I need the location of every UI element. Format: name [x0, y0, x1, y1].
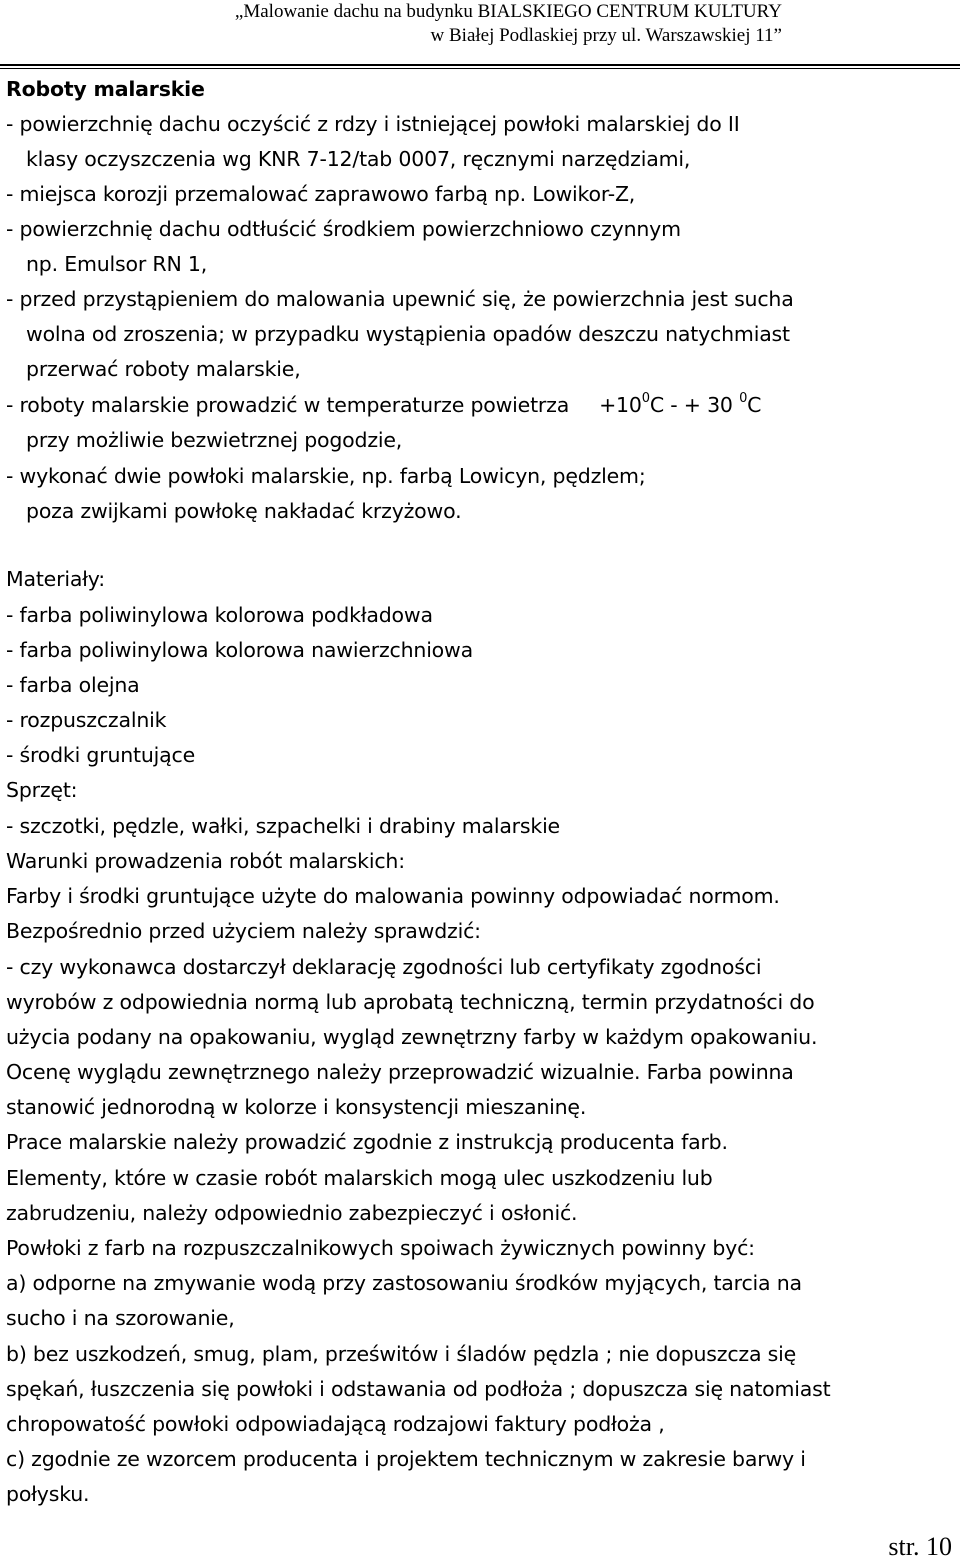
list-item: - szczotki, pędzle, wałki, szpachelki i drabiny malarskie: [6, 814, 560, 838]
list-item: klasy oczyszczenia wg KNR 7-12/tab 0007, ręcznymi narzędziami,: [26, 147, 691, 171]
temperature-unit: C: [747, 393, 762, 417]
materials-heading: Materiały:: [6, 567, 105, 591]
paragraph-line: połysku.: [6, 1482, 90, 1506]
degree-mark: 0: [739, 391, 748, 407]
header-line-2: w Białej Podlaskiej przy ul. Warszawskiej 11”: [430, 25, 782, 46]
list-item: - środki gruntujące: [6, 743, 196, 767]
list-item: - powierzchnię dachu oczyścić z rdzy i istniejącej powłoki malarskiej do II: [6, 112, 740, 136]
list-item: np. Emulsor RN 1,: [26, 252, 208, 276]
paragraph-line: użycia podany na opakowaniu, wygląd zewnętrzny farby w każdym opakowaniu.: [6, 1025, 818, 1049]
paragraph-line: Farby i środki gruntujące użyte do malowania powinny odpowiadać normom.: [6, 884, 780, 908]
paragraph-line: a) odporne na zmywanie wodą przy zastosowaniu środków myjących, tarcia na: [6, 1271, 802, 1295]
paragraph-line: Elementy, które w czasie robót malarskich mogą ulec uszkodzeniu lub: [6, 1166, 713, 1190]
conditions-heading: Warunki prowadzenia robót malarskich:: [6, 849, 405, 873]
temperature-sep: C - + 30: [649, 393, 733, 417]
page-number: str. 10: [888, 1532, 952, 1561]
header-line-1: „Malowanie dachu na budynku BIALSKIEGO CENTRUM KULTURY: [234, 1, 782, 22]
paragraph-line: - czy wykonawca dostarczył deklarację zgodności lub certyfikaty zgodności: [6, 955, 762, 979]
header-rule: [0, 64, 960, 66]
equipment-heading: Sprzęt:: [6, 778, 78, 802]
list-item: - farba olejna: [6, 673, 140, 697]
paragraph-line: chropowatość powłoki odpowiadającą rodzajowi faktury podłoża ,: [6, 1412, 665, 1436]
list-item: - przed przystąpieniem do malowania upewnić się, że powierzchnia jest sucha: [6, 287, 794, 311]
list-item: przy możliwie bezwietrznej pogodzie,: [26, 428, 403, 452]
list-item: - rozpuszczalnik: [6, 708, 167, 732]
paragraph-line: Bezpośrednio przed użyciem należy sprawdzić:: [6, 919, 481, 943]
list-item: - wykonać dwie powłoki malarskie, np. farbą Lowicyn, pędzlem;: [6, 464, 646, 488]
paragraph-line: sucho i na szorowanie,: [6, 1306, 235, 1330]
list-item: - miejsca korozji przemalować zaprawowo farbą np. Lowikor-Z,: [6, 182, 636, 206]
list-item: - farba poliwinylowa kolorowa nawierzchniowa: [6, 638, 473, 662]
temperature-text: - roboty malarskie prowadzić w temperaturze powietrza: [6, 393, 570, 417]
list-item: poza zwijkami powłokę nakładać krzyżowo.: [26, 499, 462, 523]
list-item: - farba poliwinylowa kolorowa podkładowa: [6, 603, 433, 627]
paragraph-line: Prace malarskie należy prowadzić zgodnie z instrukcją producenta farb.: [6, 1130, 728, 1154]
page-header: [82, 0, 782, 48]
paragraph-line: b) bez uszkodzeń, smug, plam, prześwitów i śladów pędzla ; nie dopuszcza się: [6, 1342, 797, 1366]
section-title: Roboty malarskie: [6, 77, 205, 101]
paragraph-line: Ocenę wyglądu zewnętrznego należy przeprowadzić wizualnie. Farba powinna: [6, 1060, 794, 1084]
paragraph-line: wyrobów z odpowiednia normą lub aprobatą techniczną, termin przydatności do: [6, 990, 815, 1014]
paragraph-line: c) zgodnie ze wzorcem producenta i projektem technicznym w zakresie barwy i: [6, 1447, 806, 1471]
temperature-from: +10: [599, 393, 642, 417]
degree-mark: 0: [641, 391, 650, 407]
list-item: wolna od zroszenia; w przypadku wystąpienia opadów deszczu natychmiast: [26, 322, 790, 346]
paragraph-line: stanowić jednorodną w kolorze i konsystencji mieszaninę.: [6, 1095, 587, 1119]
list-item: - powierzchnię dachu odtłuścić środkiem powierzchniowo czynnym: [6, 217, 681, 241]
paragraph-line: Powłoki z farb na rozpuszczalnikowych spoiwach żywicznych powinny być:: [6, 1236, 755, 1260]
paragraph-line: spękań, łuszczenia się powłoki i odstawania od podłoża ; dopuszcza się natomiast: [6, 1377, 831, 1401]
header-rule-thin: [0, 68, 960, 69]
temperature-line: [6, 390, 761, 420]
list-item: przerwać roboty malarskie,: [26, 357, 301, 381]
paragraph-line: zabrudzeniu, należy odpowiednio zabezpieczyć i osłonić.: [6, 1201, 578, 1225]
